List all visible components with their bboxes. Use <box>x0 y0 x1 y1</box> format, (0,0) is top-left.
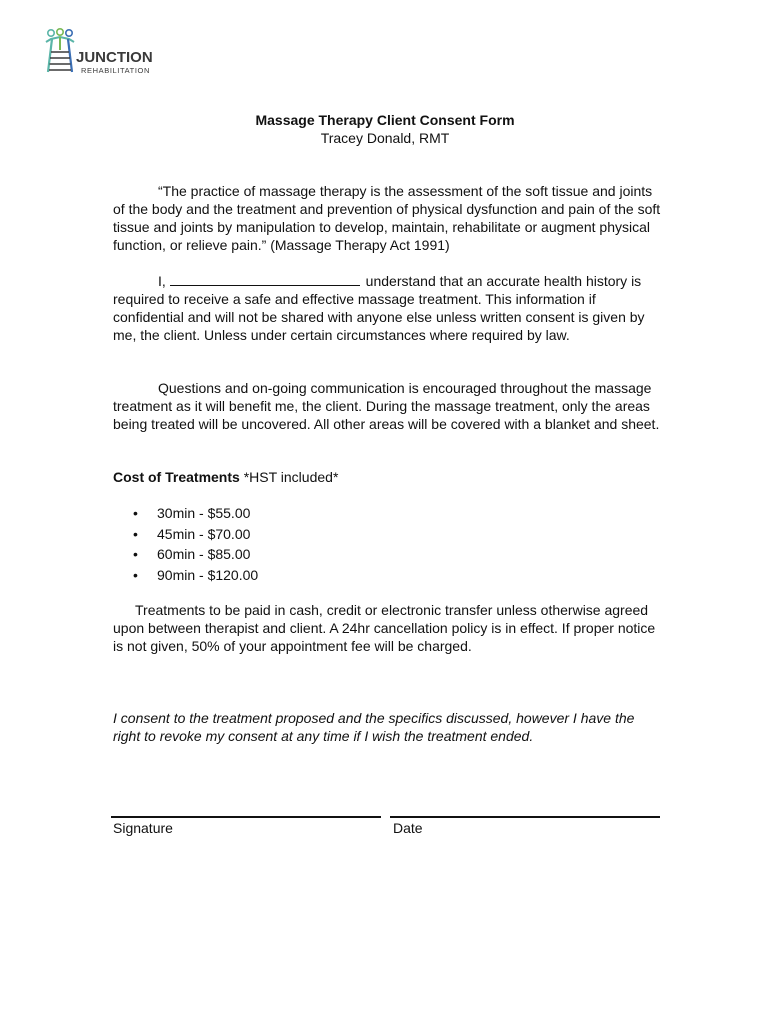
consent-statement: I consent to the treatment proposed and the specifics discussed, however I have the right to revoke my consent at any time if I wish the treatment ended. <box>113 710 635 744</box>
bullet: • <box>133 566 138 583</box>
logo-wordmark: JUNCTION <box>76 49 153 66</box>
date-field[interactable] <box>390 816 660 818</box>
client-name-blank-field[interactable] <box>170 273 360 286</box>
health-history-prefix: I, <box>158 273 166 289</box>
cost-heading-note: *HST included* <box>239 469 339 485</box>
form-title: Massage Therapy Client Consent Form <box>255 112 515 128</box>
price-item-label: 45min - $70.00 <box>157 525 251 542</box>
definition-paragraph: “The practice of massage therapy is the assessment of the soft tissue and joints of the body and the treatment and prevention of physical dysfunction and pain of the soft tissue and joints by manipulation to develop, maintain, rehabilitate or augment physical function, or relieve pain.” (Massage Therapy Act 1991) <box>113 183 661 253</box>
health-history-paragraph <box>113 272 661 344</box>
price-item-label: 90min - $120.00 <box>157 566 259 583</box>
list-item <box>133 565 258 586</box>
bullet: • <box>133 505 138 521</box>
cost-heading <box>113 468 338 486</box>
price-list <box>133 503 258 585</box>
signature-field[interactable] <box>111 816 381 818</box>
payment-policy-paragraph: Treatments to be paid in cash, credit or electronic transfer unless otherwise agreed upon between therapist and client. A 24hr cancellation policy is in effect. If proper notice is not given, 50% of your appointment fee will be charged. <box>113 602 656 654</box>
date-label: Date <box>393 820 423 836</box>
bullet: • <box>133 546 138 562</box>
communication-paragraph: Questions and on-going communication is encouraged throughout the massage treatment as it will benefit me, the client. During the massage treatment, only the areas being treated will be uncovered. All other areas will be covered with a blanket and sheet. <box>113 380 660 432</box>
price-item-label: 30min - $55.00 <box>157 505 251 521</box>
signature-label: Signature <box>113 820 173 836</box>
price-item-label: 60min - $85.00 <box>157 546 251 562</box>
list-item <box>133 544 258 565</box>
therapist-name: Tracey Donald, RMT <box>320 130 450 146</box>
logo-subtitle: REHABILITATION <box>81 66 150 75</box>
list-item <box>133 503 258 524</box>
list-item <box>133 524 258 545</box>
junction-rehabilitation-logo <box>44 28 164 76</box>
bullet: • <box>133 525 138 542</box>
health-history-text: understand that an accurate health history is required to receive a safe and effective massage treatment. This information if confidential and will not be shared with anyone else unless written consent is given by me, the client. Unless under certain circumstances where required by law. <box>113 273 645 343</box>
cost-heading-label: Cost of Treatments <box>113 469 240 485</box>
